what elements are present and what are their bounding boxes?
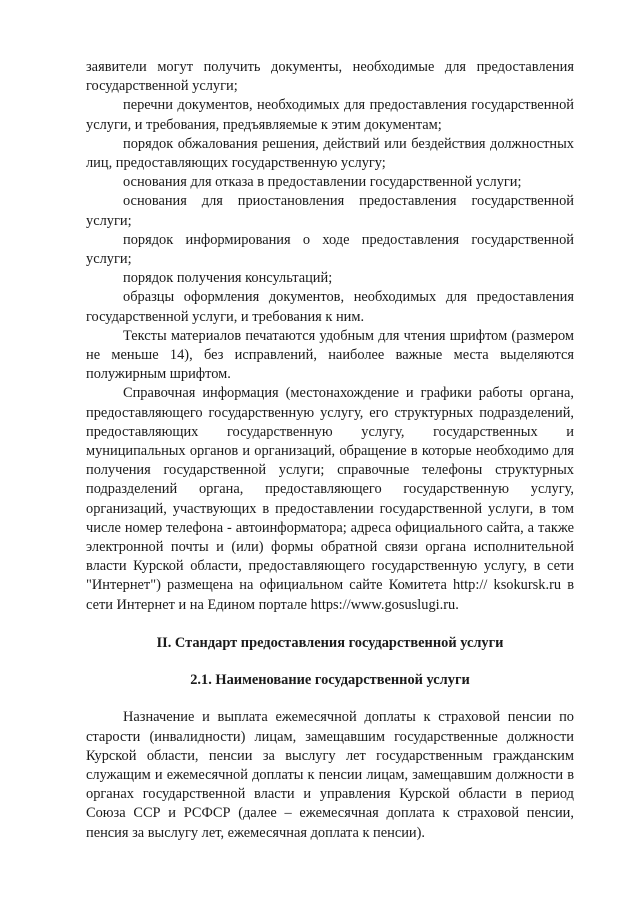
paragraph-continuation: заявители могут получить документы, необходимые для предоставления государственной услуги; xyxy=(86,59,574,95)
paragraph-document-lists: перечни документов, необходимых для предоставления государственной услуги, и требования, предъявляемые к этим документам; xyxy=(86,97,574,133)
paragraph-document-samples: образцы оформления документов, необходимых для предоставления государственной услуги, и требования к ним. xyxy=(86,289,574,325)
paragraph-service-name: Назначение и выплата ежемесячной доплаты к страховой пенсии по старости (инвалидности) лицам, замещавшим государственные должности Курской области, пенсии за выслугу лет государственным гражданским служащим и ежемесячной доплаты к пенсии лицам, замещавшим должности в органах государственной власти и управления Курской области в период Союза ССР и РСФСР (далее – ежемесячная доплата к страховой пенсии, пенсия за выслугу лет, ежемесячная доплата к пенсии). xyxy=(86,709,574,841)
document-page xyxy=(86,58,574,843)
paragraph-suspension-grounds: основания для приостановления предоставления государственной услуги; xyxy=(86,193,574,229)
subsection-heading: 2.1. Наименование государственной услуги xyxy=(190,672,470,689)
paragraph-refusal-grounds: основания для отказа в предоставлении государственной услуги; xyxy=(123,174,522,191)
paragraph-reference-info: Справочная информация (местонахождение и графики работы органа, предоставляющего государственную услугу, его структурных подразделений, предоставляющих государственную услугу, государственных и муниципальных органов и организаций, обращение в которые необходимо для получения государственной услуги; справочные телефоны структурных подразделений органа, предоставляющего государственную услугу, организаций, участвующих в предоставлении государственной услуги, в том числе номер телефона - автоинформатора; адреса официального сайта, а также электронной почты и (или) формы обратной связи органа исполнительной власти Курской области, предоставляющего государственную услугу, в сети "Интернет") размещена на официальном сайте Комитета http:// ksokursk.ru в сети Интернет и на Едином портале https://www.gosuslugi.ru. xyxy=(86,385,574,613)
paragraph-print-requirements: Тексты материалов печатаются удобным для чтения шрифтом (размером не меньше 14), без исправлений, наиболее важные места выделяются полужирным шрифтом. xyxy=(86,327,574,383)
section-heading: II. Стандарт предоставления государственной услуги xyxy=(156,634,504,651)
paragraph-progress-info: порядок информирования о ходе предоставления государственной услуги; xyxy=(86,231,574,268)
paragraph-appeal-procedure: порядок обжалования решения, действий или бездействия должностных лиц, предоставляющих государственную услугу; xyxy=(86,135,574,172)
paragraph-consultations: порядок получения консультаций; xyxy=(123,270,333,287)
